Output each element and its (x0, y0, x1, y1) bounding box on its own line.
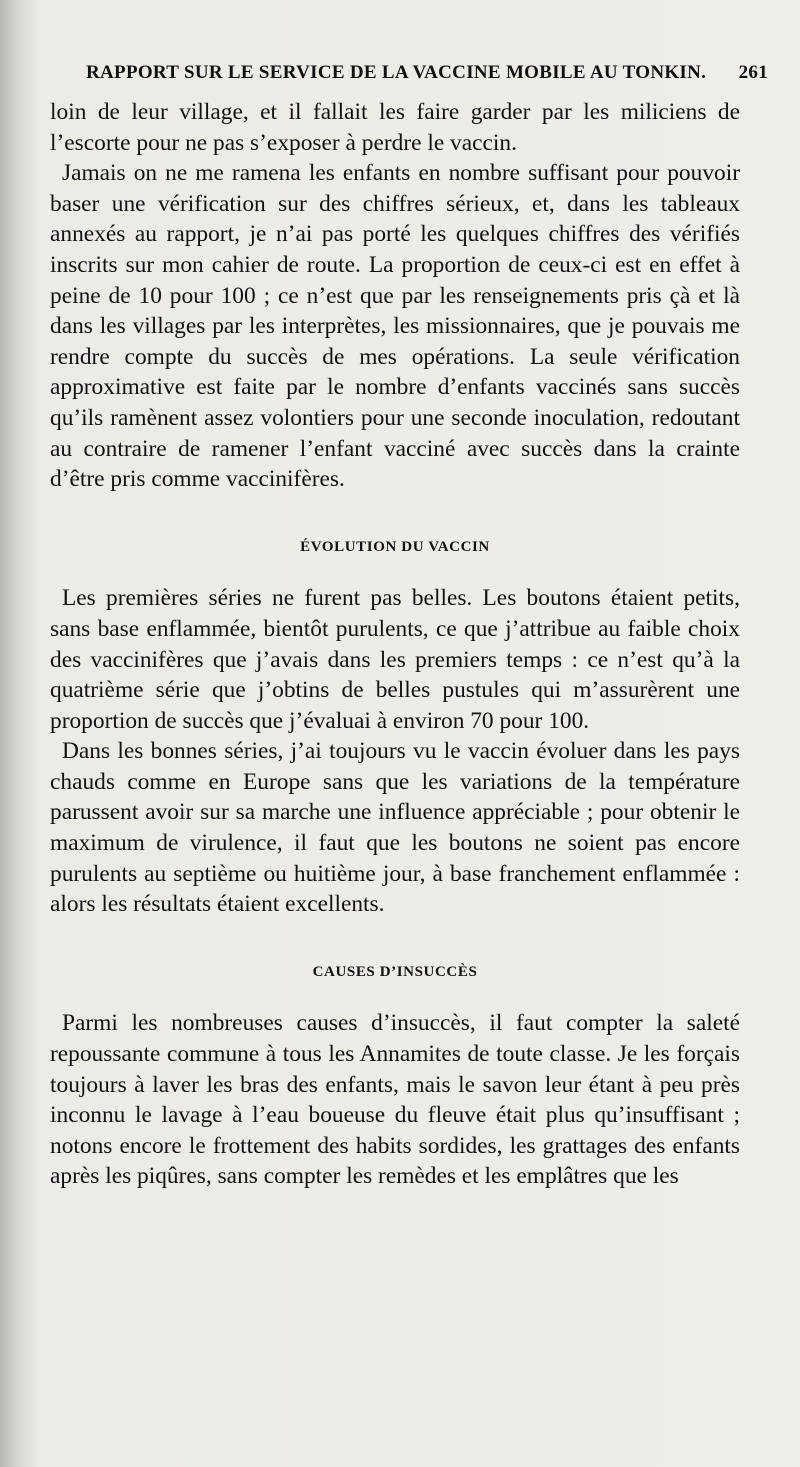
paragraph-5: Parmi les nombreuses causes d’insuccès, il faut compter la saleté repoussante commune à tous les Annamites de toute classe. Je les forçais toujours à laver les bras des enfants, mais le savon leur étant à peu près inconnu le lavage à l’eau boueuse du fleuve était plus qu’insuffisant ; notons encore le frottement des habits sordides, les grattages des enfants après les piqûres, sans compter les remèdes et les emplâtres que les (50, 1010, 740, 1190)
section-title-evolution: ÉVOLUTION DU VACCIN (300, 538, 490, 555)
running-title: RAPPORT SUR LE SERVICE DE LA VACCINE MOBILE AU TONKIN. (86, 62, 707, 83)
paragraph-4: Dans les bonnes séries, j’ai toujours vu le vaccin évoluer dans les pays chauds comme en Europe sans que les variations de la température parussent avoir sur sa marche une influence appréciable ; pour obtenir le maximum de virulence, il faut que les boutons ne soient pas encore purulents au septième ou huitième jour, à base franchement enflammée : alors les résultats étaient excellents. (50, 738, 740, 918)
page-header (86, 62, 768, 84)
page-number: 261 (738, 62, 768, 83)
section-title-causes: CAUSES D’INSUCCÈS (312, 963, 478, 980)
page-body (50, 97, 740, 1192)
paragraph-3: Les premières séries ne furent pas belles. Les boutons étaient petits, sans base enflammée, bientôt purulents, ce que j’attribue au faible choix des vaccinifères que j’avais dans les premiers temps : ce n’est qu’à la quatrième série que j’obtins de belles pustules qui m’assurèrent une proportion de succès que j’évaluai à environ 70 pour 100. (50, 585, 740, 734)
paragraph-2: Jamais on ne me ramena les enfants en nombre suffisant pour pouvoir baser une vérification sur des chiffres sérieux, et, dans les tableaux annexés au rapport, je n’ai pas porté les quelques chiffres des vérifiés inscrits sur mon cahier de route. La proportion de ceux-ci est en effet à peine de 10 pour 100 ; ce n’est que par les renseignements pris çà et là dans les villages par les interprètes, les missionnaires, que je pouvais me rendre compte du succès de mes opérations. La seule vérification approximative est faite par le nombre d’enfants vaccinés sans succès qu’ils ramènent assez volontiers pour une seconde inoculation, redoutant au contraire de ramener l’enfant vacciné avec succès dans la crainte d’être pris comme vaccinifères. (50, 160, 740, 493)
paragraph-1: loin de leur village, et il fallait les faire garder par les miliciens de l’escorte pour ne pas s’exposer à perdre le vaccin. (50, 99, 740, 156)
